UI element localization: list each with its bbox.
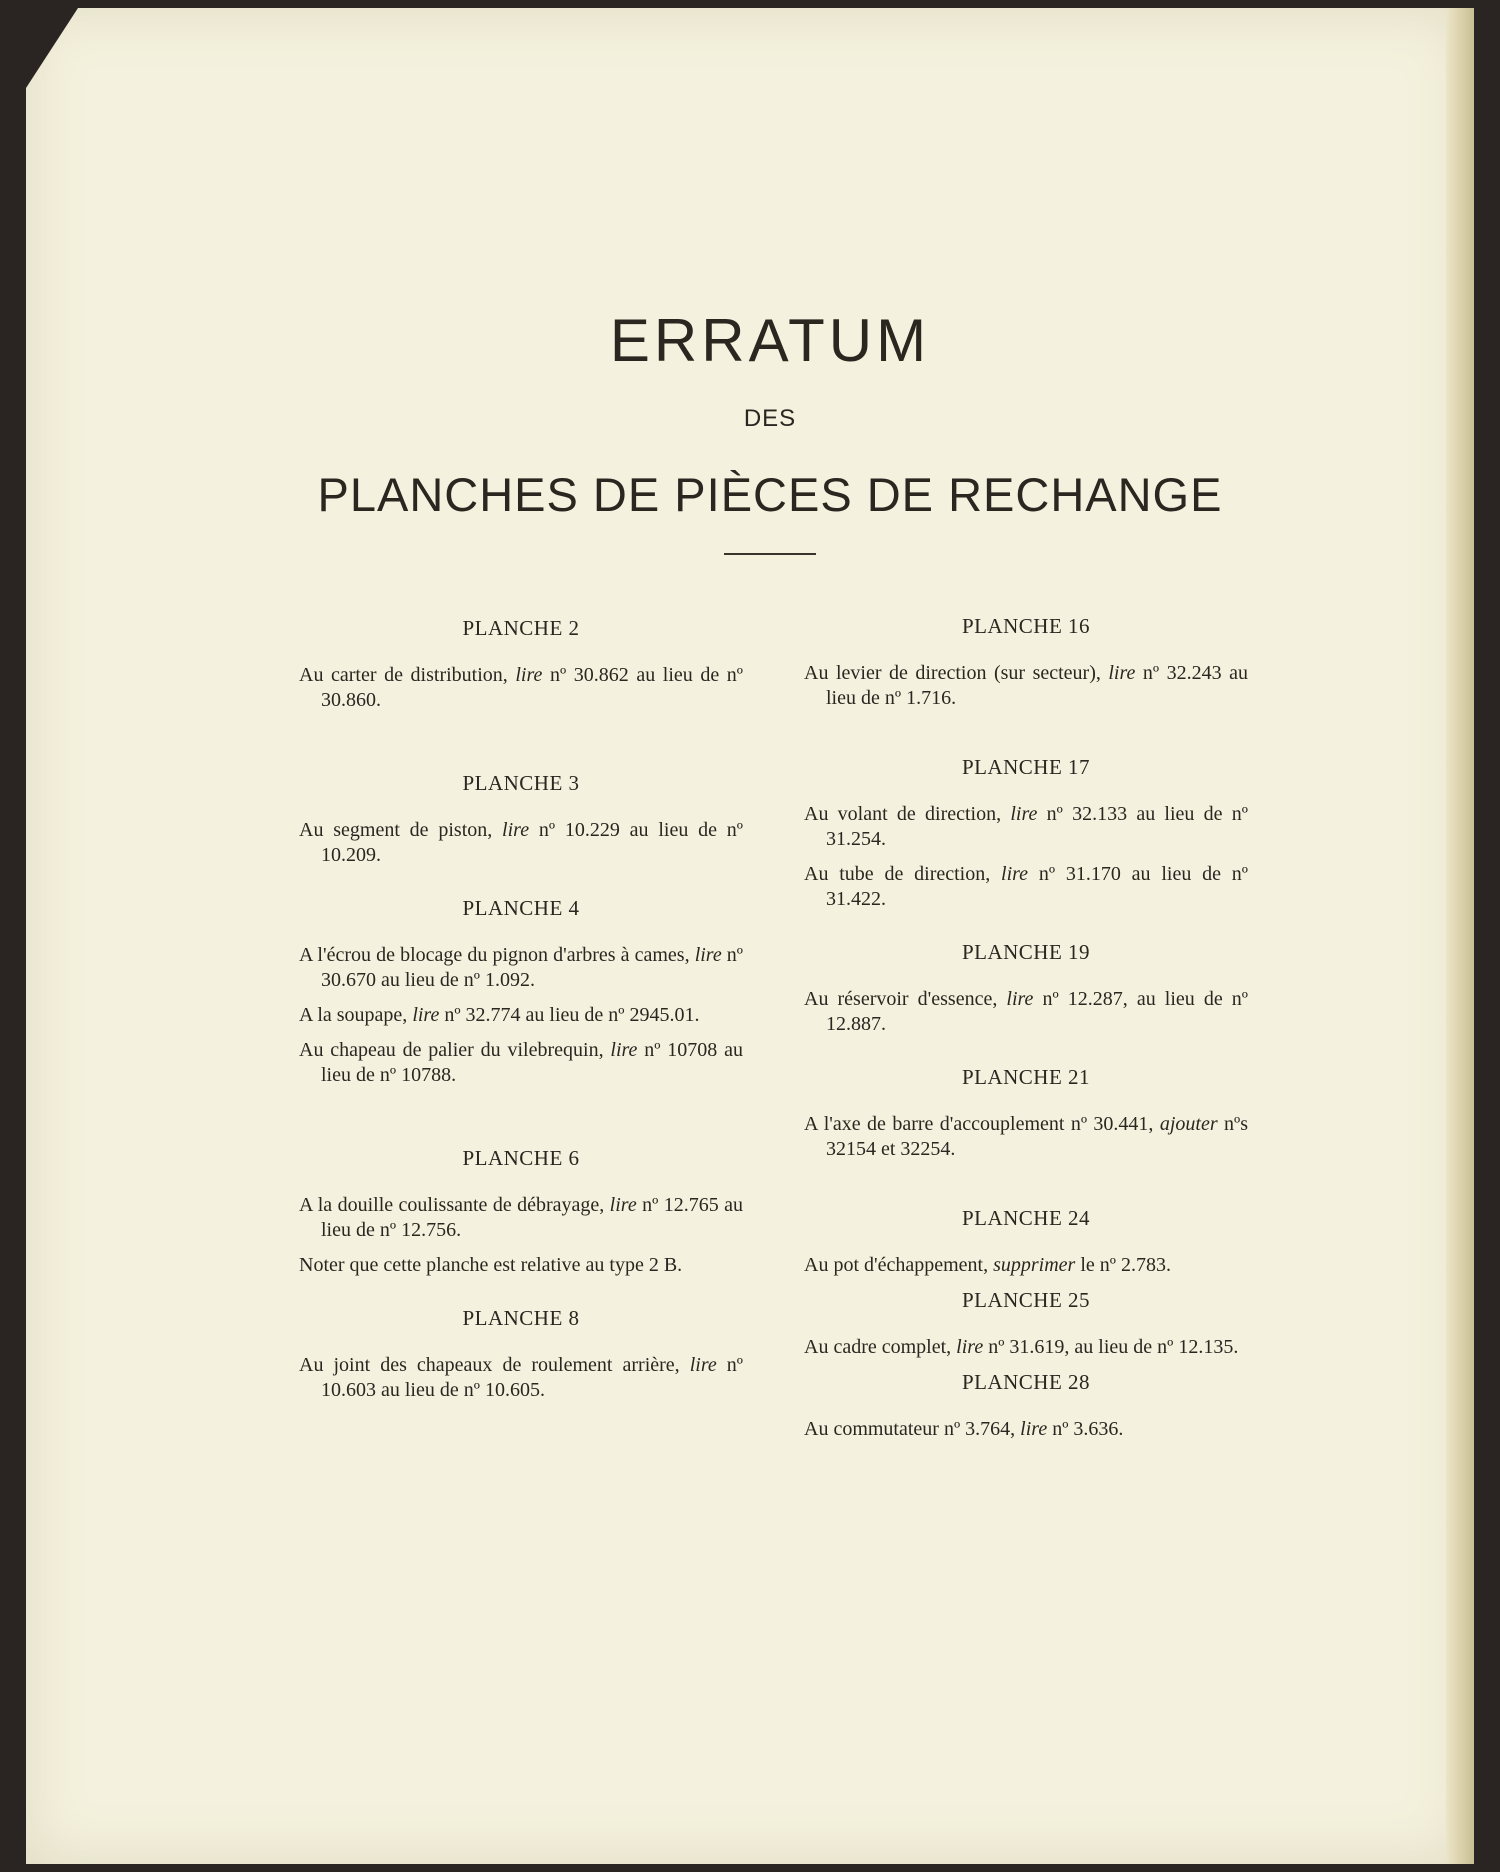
page-fold: [1446, 8, 1474, 1864]
erratum-entry: Au cadre complet, lire nº 31.619, au lieu de nº 12.135.: [804, 1336, 1239, 1358]
erratum-entry: A la douille coulissante de débrayage, lire nº 12.765 au lieu de nº 12.756.: [299, 1194, 743, 1241]
erratum-entry: Au pot d'échappement, supprimer le nº 2.783.: [804, 1254, 1171, 1276]
title-connector: DES: [743, 405, 797, 432]
erratum-entry: Au chapeau de palier du vilebrequin, lire nº 10708 au lieu de nº 10788.: [299, 1039, 743, 1086]
planche-heading: PLANCHE 6: [462, 1146, 580, 1170]
erratum-entry: A l'axe de barre d'accouplement nº 30.441, ajouter nºs 32154 et 32254.: [804, 1113, 1248, 1160]
erratum-entry: Au joint des chapeaux de roulement arrière, lire nº 10.603 au lieu de nº 10.605.: [299, 1354, 743, 1401]
planche-heading: PLANCHE 21: [961, 1065, 1091, 1089]
planche-heading: PLANCHE 17: [961, 755, 1091, 779]
planche-heading: PLANCHE 19: [961, 940, 1091, 964]
page-subtitle: PLANCHES DE PIÈCES DE RECHANGE: [317, 468, 1223, 521]
planche-heading: PLANCHE 24: [961, 1206, 1091, 1230]
erratum-entry: A l'écrou de blocage du pignon d'arbres à cames, lire nº 30.670 au lieu de nº 1.092.: [299, 944, 744, 991]
erratum-entry: Au segment de piston, lire nº 10.229 au lieu de nº 10.209.: [299, 819, 743, 866]
erratum-entry: Au levier de direction (sur secteur), lire nº 32.243 au lieu de nº 1.716.: [804, 662, 1249, 709]
erratum-entry: Au carter de distribution, lire nº 30.862 au lieu de nº 30.860.: [299, 664, 743, 711]
erratum-entry: A la soupape, lire nº 32.774 au lieu de nº 2945.01.: [299, 1004, 700, 1026]
planche-heading: PLANCHE 28: [961, 1370, 1091, 1394]
torn-corner: [26, 8, 78, 88]
erratum-entry: Au réservoir d'essence, lire nº 12.287, au lieu de nº 12.887.: [804, 988, 1248, 1035]
planche-heading: PLANCHE 8: [462, 1306, 580, 1330]
planche-heading: PLANCHE 2: [462, 616, 580, 640]
left-column: [299, 616, 743, 1413]
erratum-entry: Au commutateur nº 3.764, lire nº 3.636.: [804, 1418, 1124, 1440]
page-title: ERRATUM: [609, 307, 931, 374]
planche-heading: PLANCHE 4: [462, 896, 580, 920]
title-rule: [724, 553, 816, 555]
erratum-entry: Au tube de direction, lire nº 31.170 au lieu de nº 31.422.: [804, 863, 1248, 910]
planche-heading: PLANCHE 25: [961, 1288, 1091, 1312]
erratum-entry: Noter que cette planche est relative au type 2 B.: [299, 1254, 683, 1276]
erratum-entry: Au volant de direction, lire nº 32.133 au lieu de nº 31.254.: [804, 803, 1248, 850]
right-column: [804, 614, 1248, 1452]
planche-heading: PLANCHE 16: [961, 614, 1091, 638]
planche-heading: PLANCHE 3: [462, 771, 580, 795]
page: [26, 8, 1466, 1864]
